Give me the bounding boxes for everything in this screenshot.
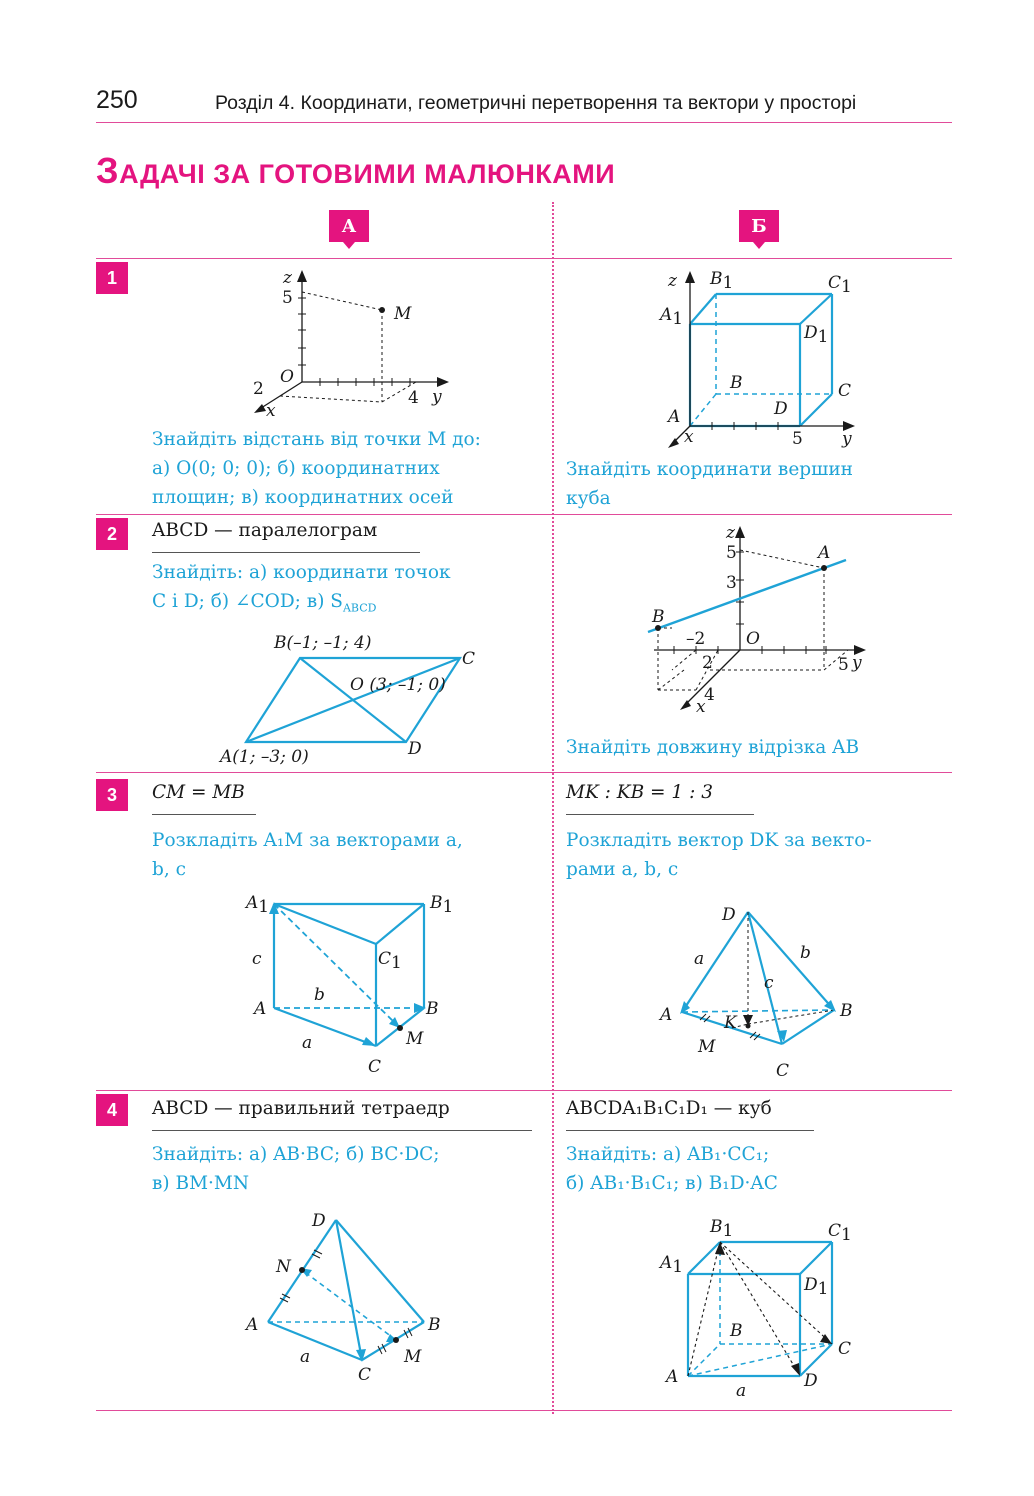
fig1a-five-label: 5 — [282, 288, 293, 308]
figure-2a-parallelogram — [212, 628, 492, 768]
fig4a-N-label: N — [276, 1257, 291, 1277]
fig3b-a-label: a — [694, 949, 705, 969]
fig1b-A-label: A — [668, 407, 681, 427]
fig3b-B-label: B — [840, 1001, 853, 1021]
fig4a-M-label: M — [404, 1347, 422, 1367]
figure-3b-pyramid — [656, 896, 866, 1084]
fig1b-D-label: D — [774, 399, 788, 419]
fig2b-x-label: x — [696, 697, 706, 717]
fig3b-K-label: K — [724, 1013, 737, 1033]
fig2b-four-label: 4 — [704, 685, 715, 705]
running-title: Розділ 4. Координати, геометричні перетворення та вектори у просторі — [215, 92, 857, 114]
fig3a-C-label: C — [368, 1057, 382, 1077]
task-4b: Знайдіть: а) AB₁·CC₁; б) AB₁·B₁C₁; в) B₁D·AC — [566, 1144, 778, 1194]
row-rule-2 — [96, 514, 952, 515]
fig3b-D-label: D — [722, 905, 736, 925]
fig3b-M-label: M — [698, 1037, 716, 1057]
condition-2a: ABCD — паралелограм — [152, 520, 378, 541]
condition-rule-2a — [152, 552, 420, 553]
fig1b-B-label: B — [730, 373, 743, 393]
fig3b-C-label: C — [776, 1061, 790, 1081]
condition-rule-4b — [566, 1130, 814, 1131]
row-number-1: 1 — [96, 262, 128, 294]
fig1b-five-label: 5 — [792, 429, 803, 449]
fig2b-y-label: y — [852, 653, 862, 673]
fig3a-b-label: b — [314, 985, 325, 1005]
fig2b-two-label: 2 — [702, 653, 713, 673]
row-number-2: 2 — [96, 518, 128, 550]
section-title-cap: З — [96, 150, 120, 191]
fig2b-minus-two-label: –2 — [686, 629, 706, 649]
column-divider — [552, 202, 554, 1414]
column-badge-b: Б — [739, 210, 779, 242]
task-1a: Знайдіть відстань від точки M до: а) O(0; 0; 0); б) координатних площин; в) координатних осей — [152, 429, 481, 508]
fig3a-B-label: B — [426, 999, 439, 1019]
header-rule — [96, 122, 952, 123]
figure-1b-cube-coordinates — [650, 262, 870, 454]
section-title-rest: АДАЧІ ЗА ГОТОВИМИ МАЛЮНКАМИ — [119, 159, 616, 189]
fig3a-A-label: A — [254, 999, 267, 1019]
task-4a: Знайдіть: а) AB·BC; б) BC·DC; в) BM·MN — [152, 1144, 440, 1194]
condition-rule-3a — [152, 814, 256, 815]
fig1a-x-label: x — [266, 401, 276, 421]
fig4a-C-label: C — [358, 1365, 372, 1385]
fig4b-A-label: A — [666, 1367, 679, 1387]
figure-4b-cube — [652, 1212, 872, 1401]
row-rule-4 — [96, 1090, 952, 1091]
row-number-4: 4 — [96, 1094, 128, 1126]
task-3a: Розкладіть A₁M за векторами a, b, c — [152, 830, 463, 880]
fig2a-C-label: C — [462, 649, 476, 669]
fig2b-three-label: 3 — [726, 573, 737, 593]
row-rule-end — [96, 1410, 952, 1411]
fig1b-x-label: x — [684, 427, 694, 447]
fig1a-two-label: 2 — [253, 379, 264, 399]
fig4b-A1-label: A1 — [660, 1253, 684, 1277]
fig4a-a-label: a — [300, 1347, 311, 1367]
fig1b-B1-label: B1 — [710, 269, 734, 293]
task-2b: Знайдіть довжину відрізка AB — [566, 737, 860, 758]
fig2b-B-label: B — [652, 607, 665, 627]
fig4b-B-label: B — [730, 1321, 743, 1341]
fig2b-O-label: O — [746, 629, 760, 649]
fig2b-five-y-label: 5 — [838, 655, 849, 675]
fig1a-y-label: y — [432, 387, 442, 407]
figure-3a-prism — [240, 888, 470, 1080]
condition-3b: MK : KB = 1 : 3 — [566, 782, 713, 803]
fig4b-B1-label: B1 — [710, 1217, 734, 1241]
fig4b-C-label: C — [838, 1339, 852, 1359]
fig3a-a-label: a — [302, 1033, 313, 1053]
fig1b-A1-label: A1 — [660, 305, 684, 329]
fig3b-b-label: b — [800, 943, 811, 963]
section-title — [96, 150, 615, 192]
fig4a-A-label: A — [246, 1315, 259, 1335]
row-number-3: 3 — [96, 779, 128, 811]
fig1b-D1-label: D1 — [804, 323, 829, 347]
fig4b-C1-label: C1 — [828, 1221, 852, 1245]
condition-4a: ABCD — правильний тетраедр — [152, 1098, 450, 1119]
condition-rule-4a — [152, 1130, 532, 1131]
figure-1a-coordinate-point — [240, 262, 460, 422]
row-rule-3 — [96, 772, 952, 773]
task-2a: Знайдіть: а) координати точок C і D; б) ∠COD; в) $S_{ABCD}$ — [152, 562, 451, 615]
fig2a-A-label: A(1; –3; 0) — [220, 747, 309, 767]
fig1b-z-label: z — [668, 271, 677, 291]
fig3a-A1-label: A1 — [246, 893, 270, 917]
fig3a-M-label: M — [406, 1029, 424, 1049]
fig4b-a-label: a — [736, 1381, 747, 1401]
condition-4b: ABCDA₁B₁C₁D₁ — куб — [566, 1098, 772, 1119]
fig3a-B1-label: B1 — [430, 893, 454, 917]
fig3b-A-label: A — [660, 1005, 673, 1025]
fig4b-D1-label: D1 — [804, 1275, 829, 1299]
fig2a-B-label: B(–1; –1; 4) — [274, 633, 372, 653]
figure-4a-tetrahedron — [240, 1206, 460, 1385]
fig4a-B-label: B — [428, 1315, 441, 1335]
column-badge-a: А — [329, 210, 369, 242]
figure-2b-segment — [640, 520, 880, 716]
fig1a-z-label: z — [283, 268, 292, 288]
condition-rule-3b — [566, 814, 754, 815]
fig1b-y-label: y — [842, 429, 852, 449]
fig2b-five-label: 5 — [726, 543, 737, 563]
fig3a-C1-label: C1 — [378, 949, 402, 973]
task-1b: Знайдіть координати вершин куба — [566, 459, 853, 509]
fig2a-O-label: O (3; –1; 0) — [350, 675, 446, 695]
fig2b-z-label: z — [726, 523, 735, 543]
condition-3a: CM = MB — [152, 782, 245, 803]
fig1a-O-label: O — [280, 367, 294, 387]
fig3b-c-label: c — [764, 973, 774, 993]
fig4a-D-label: D — [312, 1211, 326, 1231]
fig2a-D-label: D — [408, 739, 422, 759]
fig2b-A-label: A — [818, 543, 831, 563]
row-rule-1 — [96, 258, 952, 259]
page-number: 250 — [96, 86, 138, 114]
fig1a-M-label: M — [394, 304, 412, 324]
fig3a-c-label: c — [252, 949, 262, 969]
fig4b-D-label: D — [804, 1371, 818, 1391]
fig1a-four-label: 4 — [408, 388, 419, 408]
task-3b: Розкладіть вектор DK за векто- рами a, b, c — [566, 830, 872, 880]
fig1b-C1-label: C1 — [828, 273, 852, 297]
fig1b-C-label: C — [838, 381, 852, 401]
